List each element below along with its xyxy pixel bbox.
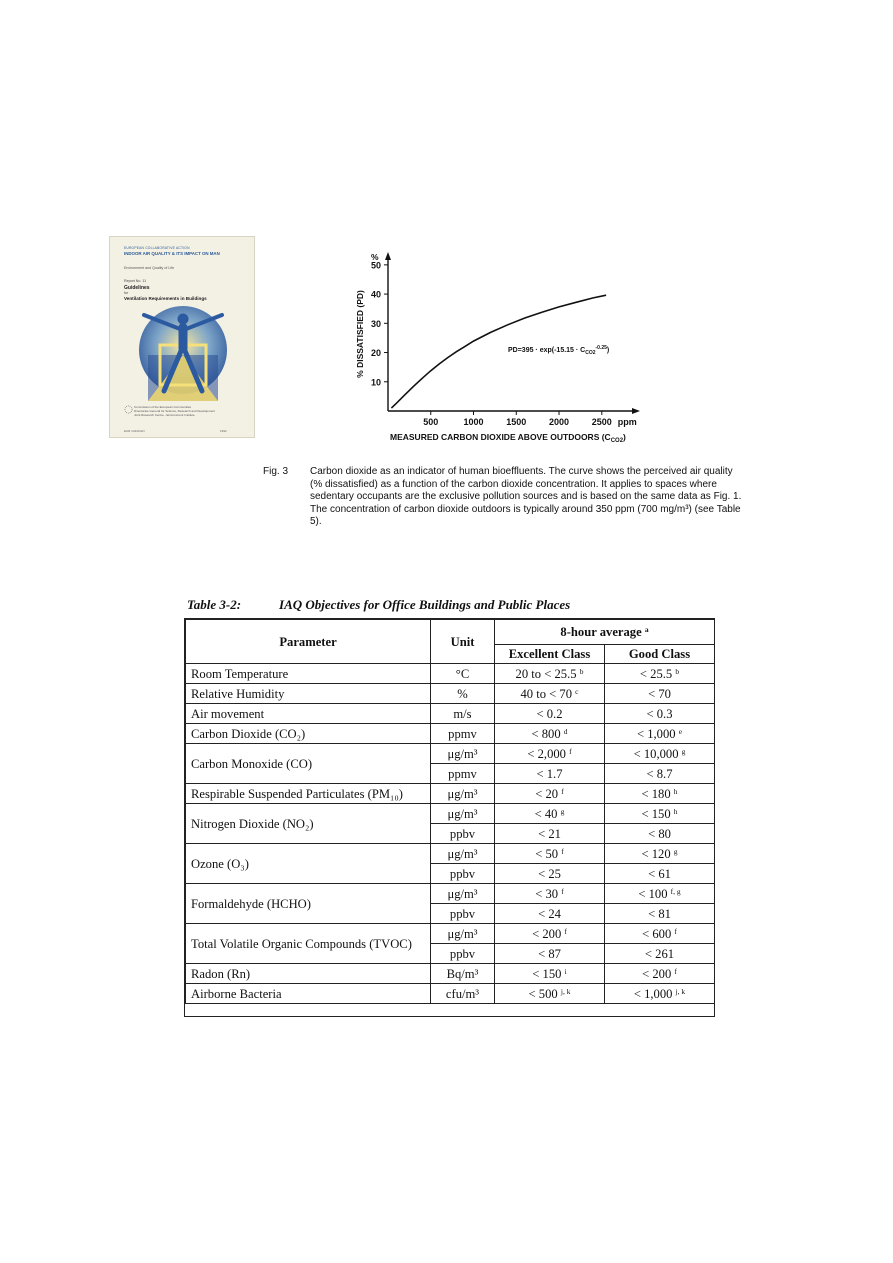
excellent-cell — [495, 784, 605, 804]
good-value: < 120 — [641, 846, 671, 861]
param-cell: Formaldehyde (HCHO) — [186, 884, 431, 924]
param-cell: Relative Humidity — [186, 684, 431, 704]
unit-cell: Bq/m³ — [431, 964, 495, 984]
table-row — [186, 984, 715, 1004]
equation-sub: CO2 — [585, 350, 596, 356]
header-parameter: Parameter — [186, 620, 431, 664]
good-footnote: h — [673, 786, 678, 796]
good-value: < 100 — [638, 886, 668, 901]
unit-cell: % — [431, 684, 495, 704]
good-cell — [605, 704, 715, 724]
good-value: < 600 — [642, 926, 672, 941]
table-row — [186, 744, 715, 764]
good-value: < 8.7 — [646, 766, 673, 781]
unit-cell: cfu/m³ — [431, 984, 495, 1004]
y-axis-arrow — [385, 252, 391, 260]
header-good-class: Good Class — [605, 645, 715, 664]
cover-series: INDOOR AIR QUALITY & ITS IMPACT ON MAN — [124, 251, 220, 256]
table-number: Table 3-2: — [187, 597, 242, 612]
excellent-cell — [495, 804, 605, 824]
cover-year: 1992 — [220, 429, 227, 433]
unit-cell: μg/m³ — [431, 804, 495, 824]
excellent-value: < 40 — [534, 806, 558, 821]
good-cell — [605, 764, 715, 784]
iaq-objectives-table — [185, 619, 715, 1004]
unit-cell: m/s — [431, 704, 495, 724]
good-cell — [605, 844, 715, 864]
y-tick-label: 10 — [370, 377, 381, 388]
good-footnote: h — [673, 806, 678, 816]
good-footnote: g — [673, 846, 678, 856]
good-value: < 1,000 — [636, 726, 676, 741]
excellent-footnote: f — [569, 746, 572, 756]
cover-publisher-1: Commission of the European Communities — [134, 405, 192, 409]
cover-eur-number: EUR 14449 EN — [124, 429, 145, 433]
unit-cell: ppbv — [431, 904, 495, 924]
excellent-footnote: g — [560, 806, 565, 816]
x-axis-title-sub: CO2 — [610, 438, 624, 444]
good-cell — [605, 964, 715, 984]
good-footnote: g — [681, 746, 686, 756]
figure-caption-text: Carbon dioxide as an indicator of human bioeffluents. The curve shows the perceived air quality (% dissatisfied) as a function of the carbon dioxide concentration. It applies to spaces where sedentary occupants are the exclusive pollution sources and is based on the same data as Fig. 1. The concentration of carbon dioxide outdoors is typically around 350 ppm (700 mg/m³) (see Table 5). — [310, 466, 742, 528]
param-cell: Respirable Suspended Particulates (PM₁₀) — [186, 784, 431, 804]
good-value: < 180 — [641, 786, 671, 801]
param-cell: Nitrogen Dioxide (NO₂) — [186, 804, 431, 844]
cover-publisher-3: Joint Research Centre - Environment Institute — [134, 413, 195, 417]
y-tick-label: 30 — [370, 318, 381, 329]
good-cell — [605, 864, 715, 884]
unit-cell: ppmv — [431, 764, 495, 784]
good-footnote: b — [675, 666, 680, 676]
table-row — [186, 804, 715, 824]
unit-cell: ppbv — [431, 824, 495, 844]
eu-stars-logo — [124, 405, 133, 414]
excellent-value: < 30 — [535, 886, 559, 901]
unit-cell: °C — [431, 664, 495, 684]
unit-cell: ppmv — [431, 724, 495, 744]
good-value: < 70 — [648, 686, 671, 701]
unit-cell: μg/m³ — [431, 844, 495, 864]
good-cell — [605, 664, 715, 684]
good-value: < 0.3 — [646, 706, 673, 721]
good-value: < 1,000 — [633, 986, 673, 1001]
co2-dissatisfied-chart — [340, 244, 650, 444]
table-body — [186, 664, 715, 1004]
excellent-cell — [495, 724, 605, 744]
excellent-footnote: j, k — [560, 986, 571, 996]
excellent-value: < 25 — [538, 866, 561, 881]
y-tick-label: 50 — [370, 260, 381, 271]
equation-end: ) — [606, 347, 610, 354]
good-value: < 261 — [644, 946, 675, 961]
header-excellent-class: Excellent Class — [495, 645, 605, 664]
x-tick-label: 1500 — [506, 417, 527, 427]
report-cover — [109, 236, 255, 438]
excellent-value: < 800 — [531, 726, 561, 741]
header-avg-label: 8-hour average — [560, 625, 642, 639]
cover-title-guidelines: Guidelines — [124, 285, 150, 291]
good-cell — [605, 804, 715, 824]
good-cell — [605, 924, 715, 944]
param-cell: Carbon Monoxide (CO) — [186, 744, 431, 784]
y-unit-label: % — [371, 252, 379, 262]
equation-main: PD=395 · exp(-15.15 · C — [508, 347, 586, 354]
excellent-cell — [495, 844, 605, 864]
param-cell: Room Temperature — [186, 664, 431, 684]
good-cell — [605, 884, 715, 904]
excellent-value: < 150 — [532, 966, 562, 981]
excellent-footnote: f — [564, 926, 567, 936]
vitruvian-figure-illustration — [130, 305, 236, 403]
good-cell — [605, 904, 715, 924]
cover-publisher-2: Directorate General for Science, Research and Development — [134, 409, 215, 413]
excellent-cell — [495, 904, 605, 924]
table-caption — [187, 597, 570, 613]
good-value: < 81 — [648, 906, 671, 921]
header-8hr-average — [495, 620, 715, 645]
good-cell — [605, 684, 715, 704]
good-footnote: f — [674, 966, 677, 976]
param-cell: Total Volatile Organic Compounds (TVOC) — [186, 924, 431, 964]
excellent-cell — [495, 684, 605, 704]
good-cell — [605, 744, 715, 764]
excellent-cell — [495, 664, 605, 684]
excellent-cell — [495, 744, 605, 764]
param-cell: Radon (Rn) — [186, 964, 431, 984]
table-row — [186, 844, 715, 864]
excellent-value: < 200 — [532, 926, 562, 941]
x-tick-label: 2500 — [591, 417, 612, 427]
param-cell: Carbon Dioxide (CO₂) — [186, 724, 431, 744]
excellent-value: < 0.2 — [536, 706, 563, 721]
table-row — [186, 664, 715, 684]
x-axis-title-end: ) — [623, 432, 626, 442]
table-row — [186, 704, 715, 724]
excellent-footnote: f — [561, 786, 564, 796]
x-tick-label: 500 — [423, 417, 439, 427]
good-value: < 25.5 — [639, 666, 673, 681]
excellent-value: < 1.7 — [536, 766, 563, 781]
y-tick-label: 20 — [370, 348, 381, 359]
excellent-value: < 87 — [538, 946, 561, 961]
table-title: IAQ Objectives for Office Buildings and Public Places — [279, 597, 571, 612]
excellent-value: < 2,000 — [527, 746, 566, 761]
unit-cell: μg/m³ — [431, 744, 495, 764]
table-row — [186, 964, 715, 984]
excellent-cell — [495, 704, 605, 724]
x-axis-title — [390, 432, 626, 444]
good-cell — [605, 944, 715, 964]
y-axis-title: % DISSATISFIED (PD) — [355, 290, 365, 378]
excellent-footnote: d — [563, 726, 568, 736]
good-cell — [605, 724, 715, 744]
cover-title-main: Ventilation Requirements in Buildings — [124, 296, 207, 301]
good-cell — [605, 984, 715, 1004]
excellent-cell — [495, 884, 605, 904]
good-value: < 61 — [648, 866, 671, 881]
unit-cell: μg/m³ — [431, 924, 495, 944]
x-axis-arrow — [632, 408, 640, 414]
table-row — [186, 684, 715, 704]
good-footnote: j, k — [675, 986, 686, 996]
excellent-value: < 500 — [528, 986, 558, 1001]
x-tick-label: 1000 — [463, 417, 484, 427]
chart-layer — [355, 252, 640, 444]
excellent-cell — [495, 984, 605, 1004]
cover-title-for: for — [124, 291, 129, 295]
excellent-cell — [495, 764, 605, 784]
excellent-value: < 20 — [535, 786, 559, 801]
table-row — [186, 924, 715, 944]
excellent-footnote: f — [561, 846, 564, 856]
excellent-footnote: c — [575, 686, 579, 696]
good-cell — [605, 824, 715, 844]
table-row — [186, 884, 715, 904]
excellent-value: < 24 — [538, 906, 561, 921]
param-cell: Ozone (O₃) — [186, 844, 431, 884]
unit-cell: ppbv — [431, 944, 495, 964]
excellent-value: 40 to < 70 — [520, 686, 573, 701]
cover-org: EUROPEAN COLLABORATIVE ACTION — [124, 246, 190, 250]
excellent-value: 20 to < 25.5 — [515, 666, 577, 681]
header-unit: Unit — [431, 620, 495, 664]
param-cell: Airborne Bacteria — [186, 984, 431, 1004]
excellent-value: < 50 — [535, 846, 559, 861]
good-value: < 10,000 — [633, 746, 679, 761]
x-axis-title-main: MEASURED CARBON DIOXIDE ABOVE OUTDOORS (C — [390, 432, 611, 442]
excellent-cell — [495, 964, 605, 984]
x-unit-label: ppm — [617, 417, 637, 427]
header-avg-footnote: a — [644, 625, 649, 634]
excellent-value: < 21 — [538, 826, 561, 841]
good-footnote: e — [678, 726, 683, 736]
excellent-footnote: b — [579, 666, 584, 676]
figure-label: Fig. 3 — [263, 466, 289, 477]
cover-env-line: Environment and Quality of Life — [124, 266, 175, 270]
excellent-footnote: i — [564, 966, 567, 976]
good-value: < 80 — [648, 826, 671, 841]
equation-sup: -0.25 — [595, 345, 607, 351]
unit-cell: ppbv — [431, 864, 495, 884]
good-footnote: f — [674, 926, 677, 936]
excellent-cell — [495, 864, 605, 884]
good-footnote: f, g — [670, 886, 681, 896]
x-tick-label: 2000 — [549, 417, 570, 427]
y-tick-label: 40 — [370, 289, 381, 300]
excellent-cell — [495, 924, 605, 944]
excellent-cell — [495, 824, 605, 844]
equation-label — [508, 345, 609, 356]
unit-cell: μg/m³ — [431, 884, 495, 904]
excellent-cell — [495, 944, 605, 964]
table-row — [186, 784, 715, 804]
param-cell: Air movement — [186, 704, 431, 724]
unit-cell: μg/m³ — [431, 784, 495, 804]
excellent-footnote: f — [561, 886, 564, 896]
table-row — [186, 724, 715, 744]
good-value: < 150 — [641, 806, 671, 821]
good-cell — [605, 784, 715, 804]
good-value: < 200 — [642, 966, 672, 981]
cover-report-no: Report No. 11 — [124, 279, 147, 283]
